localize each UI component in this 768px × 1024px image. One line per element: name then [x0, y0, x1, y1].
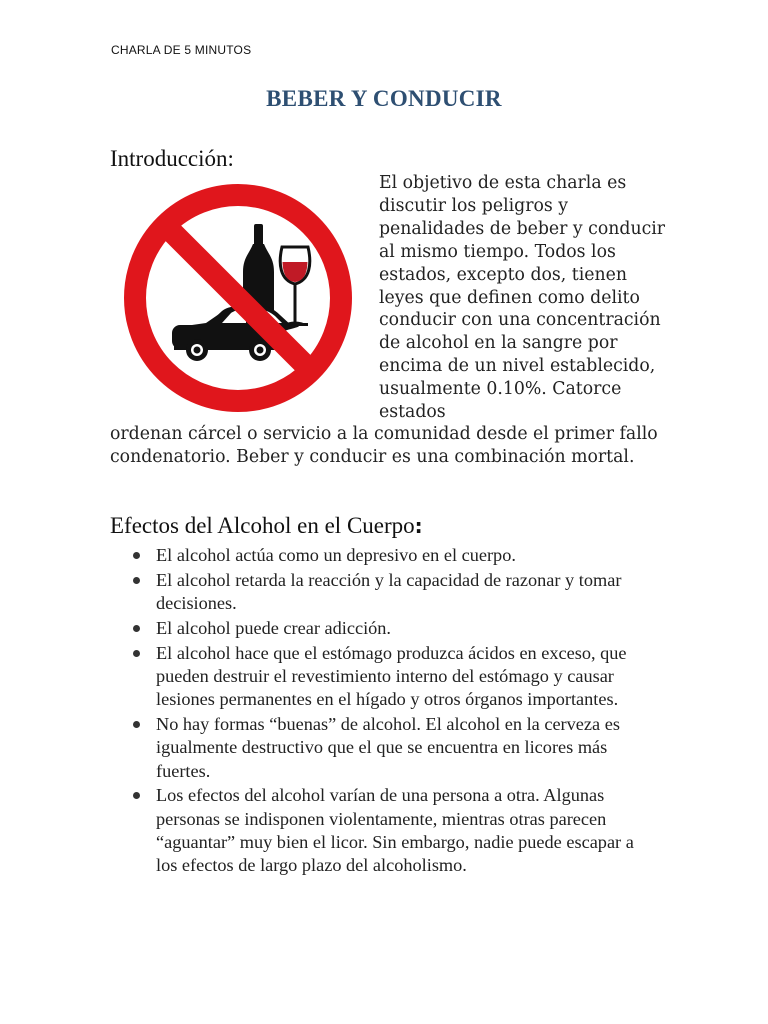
effects-heading-text: Efectos del Alcohol en el Cuerpo	[110, 513, 415, 538]
effects-heading-colon: :	[414, 514, 423, 538]
list-item: El alcohol puede crear adicción.	[130, 617, 650, 640]
intro-paragraph-continued: ordenan cárcel o servicio a la comunidad desde el primer fallo condenatorio. Beber y conducir es una combinación mortal.	[110, 424, 658, 467]
no-drink-driving-sign-icon	[110, 180, 366, 416]
list-item: No hay formas “buenas” de alcohol. El alcohol en la cerveza es igualmente destructivo que el que se encuentra en licores más fuertes.	[130, 713, 650, 783]
list-item: El alcohol hace que el estómago produzca ácidos en exceso, que pueden destruir el revestimiento interno del estómago y causar lesiones permanentes en el hígado y otros órganos importantes.	[130, 642, 650, 712]
list-item: El alcohol retarda la reacción y la capacidad de razonar y tomar decisiones.	[130, 569, 650, 616]
intro-paragraph-right: El objetivo de esta charla es discutir los peligros y penalidades de beber y conducir al mismo tiempo. Todos los estados, excepto dos, tienen leyes que definen como delito conducir con una concentración de alcohol en la sangre por encima de un nivel establecido, usualmente 0.10%. Catorce estados	[379, 173, 666, 423]
effects-heading	[110, 513, 423, 539]
page-header: CHARLA DE 5 MINUTOS	[111, 43, 252, 57]
wine-glass-icon	[280, 247, 310, 326]
list-item: Los efectos del alcohol varían de una persona a otra. Algunas personas se indisponen violentamente, mientras otras parecen “aguantar” muy bien el licor. Sin embargo, nadie puede escapar a los efectos de largo plazo del alcoholismo.	[130, 784, 650, 877]
document-title: BEBER Y CONDUCIR	[266, 86, 502, 111]
effects-list	[130, 544, 650, 879]
intro-heading: Introducción:	[110, 146, 234, 171]
list-item: El alcohol actúa como un depresivo en el cuerpo.	[130, 544, 650, 567]
